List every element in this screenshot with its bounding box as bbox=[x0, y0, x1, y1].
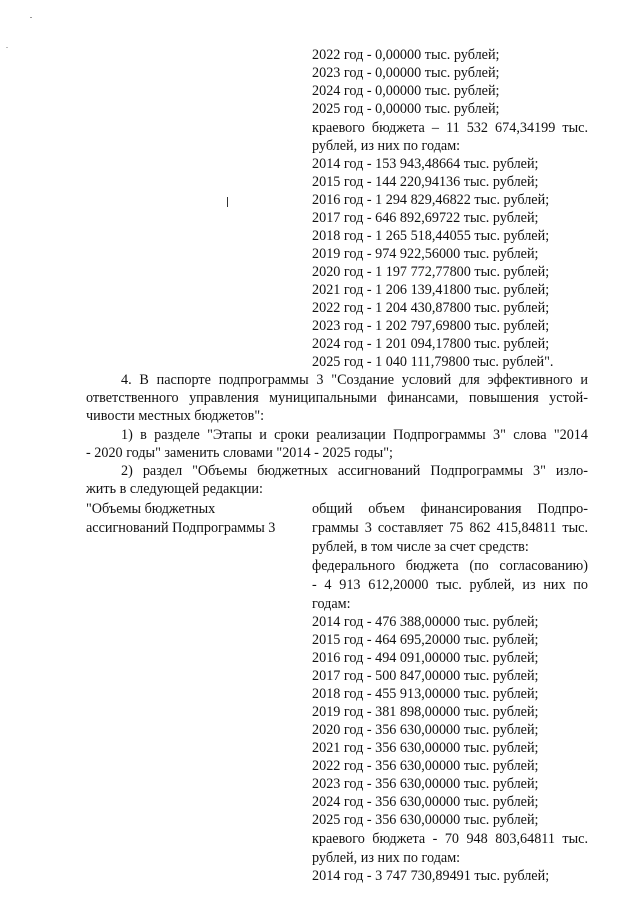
year-line: 2025 год - 0,00000 тыс. рублей; bbox=[312, 101, 500, 117]
federal-year-line: 2020 год - 356 630,00000 тыс. рублей; bbox=[312, 722, 539, 738]
federal-budget-line: федерального бюджета (по согласованию) bbox=[312, 558, 588, 574]
regional-budget-heading: краевого бюджета – 11 532 674,34199 тыс. bbox=[312, 120, 588, 136]
federal-year-line: 2025 год - 356 630,00000 тыс. рублей; bbox=[312, 812, 539, 828]
federal-year-line: 2016 год - 494 091,00000 тыс. рублей; bbox=[312, 650, 539, 666]
scan-speck bbox=[30, 17, 32, 18]
regional-year-line: 2025 год - 1 040 111,79800 тыс. рублей". bbox=[312, 354, 554, 370]
item1-line: 1) в разделе "Этапы и сроки реализации Подпрограммы 3" слова "2014 bbox=[121, 427, 588, 443]
federal-year-line: 2014 год - 476 388,00000 тыс. рублей; bbox=[312, 614, 539, 630]
table-left-label: ассигнований Подпрограммы 3 bbox=[86, 520, 276, 536]
table-total-line: рублей, в том числе за счет средств: bbox=[312, 539, 529, 555]
section4-paragraph-line: ответственного управления муниципальными финансами, повышения устой- bbox=[86, 390, 588, 406]
regional-year-line: 2019 год - 974 922,56000 тыс. рублей; bbox=[312, 246, 539, 262]
item1-line: - 2020 годы" заменить словами "2014 - 2025 годы"; bbox=[86, 445, 393, 461]
table-left-label: "Объемы бюджетных bbox=[86, 501, 216, 517]
table-regional-year-line: 2014 год - 3 747 730,89491 тыс. рублей; bbox=[312, 868, 550, 884]
federal-budget-line: годам: bbox=[312, 596, 351, 612]
regional-year-line: 2017 год - 646 892,69722 тыс. рублей; bbox=[312, 210, 539, 226]
federal-year-line: 2022 год - 356 630,00000 тыс. рублей; bbox=[312, 758, 539, 774]
scan-speck bbox=[6, 47, 8, 48]
item2-line: 2) раздел "Объемы бюджетных ассигнований Подпрограммы 3" изло- bbox=[121, 463, 588, 479]
regional-year-line: 2018 год - 1 265 518,44055 тыс. рублей; bbox=[312, 228, 550, 244]
federal-year-line: 2021 год - 356 630,00000 тыс. рублей; bbox=[312, 740, 539, 756]
regional-year-line: 2024 год - 1 201 094,17800 тыс. рублей; bbox=[312, 336, 550, 352]
year-line: 2023 год - 0,00000 тыс. рублей; bbox=[312, 65, 500, 81]
federal-year-line: 2019 год - 381 898,00000 тыс. рублей; bbox=[312, 704, 539, 720]
regional-year-line: 2020 год - 1 197 772,77800 тыс. рублей; bbox=[312, 264, 550, 280]
federal-year-line: 2018 год - 455 913,00000 тыс. рублей; bbox=[312, 686, 539, 702]
regional-budget-subheading: рублей, из них по годам: bbox=[312, 138, 461, 154]
regional-year-line: 2014 год - 153 943,48664 тыс. рублей; bbox=[312, 156, 539, 172]
federal-year-line: 2024 год - 356 630,00000 тыс. рублей; bbox=[312, 794, 539, 810]
regional-year-line: 2021 год - 1 206 139,41800 тыс. рублей; bbox=[312, 282, 550, 298]
regional-year-line: 2022 год - 1 204 430,87800 тыс. рублей; bbox=[312, 300, 550, 316]
year-line: 2022 год - 0,00000 тыс. рублей; bbox=[312, 47, 500, 63]
federal-budget-line: - 4 913 612,20000 тыс. рублей, из них по bbox=[312, 577, 588, 593]
table-regional-line: рублей, из них по годам: bbox=[312, 850, 461, 866]
table-regional-line: краевого бюджета - 70 948 803,64811 тыс. bbox=[312, 831, 588, 847]
section4-paragraph-line: 4. В паспорте подпрограммы 3 "Создание условий для эффективного и bbox=[121, 372, 588, 388]
regional-year-line: 2015 год - 144 220,94136 тыс. рублей; bbox=[312, 174, 539, 190]
federal-year-line: 2015 год - 464 695,20000 тыс. рублей; bbox=[312, 632, 539, 648]
federal-year-line: 2023 год - 356 630,00000 тыс. рублей; bbox=[312, 776, 539, 792]
year-line: 2024 год - 0,00000 тыс. рублей; bbox=[312, 83, 500, 99]
scan-mark bbox=[227, 197, 228, 207]
section4-paragraph-line: чивости местных бюджетов": bbox=[86, 408, 265, 424]
regional-year-line: 2016 год - 1 294 829,46822 тыс. рублей; bbox=[312, 192, 550, 208]
table-total-line: граммы 3 составляет 75 862 415,84811 тыс. bbox=[312, 520, 588, 536]
table-total-line: общий объем финансирования Подпро- bbox=[312, 501, 588, 517]
federal-year-line: 2017 год - 500 847,00000 тыс. рублей; bbox=[312, 668, 539, 684]
item2-line: жить в следующей редакции: bbox=[86, 481, 263, 497]
regional-year-line: 2023 год - 1 202 797,69800 тыс. рублей; bbox=[312, 318, 550, 334]
